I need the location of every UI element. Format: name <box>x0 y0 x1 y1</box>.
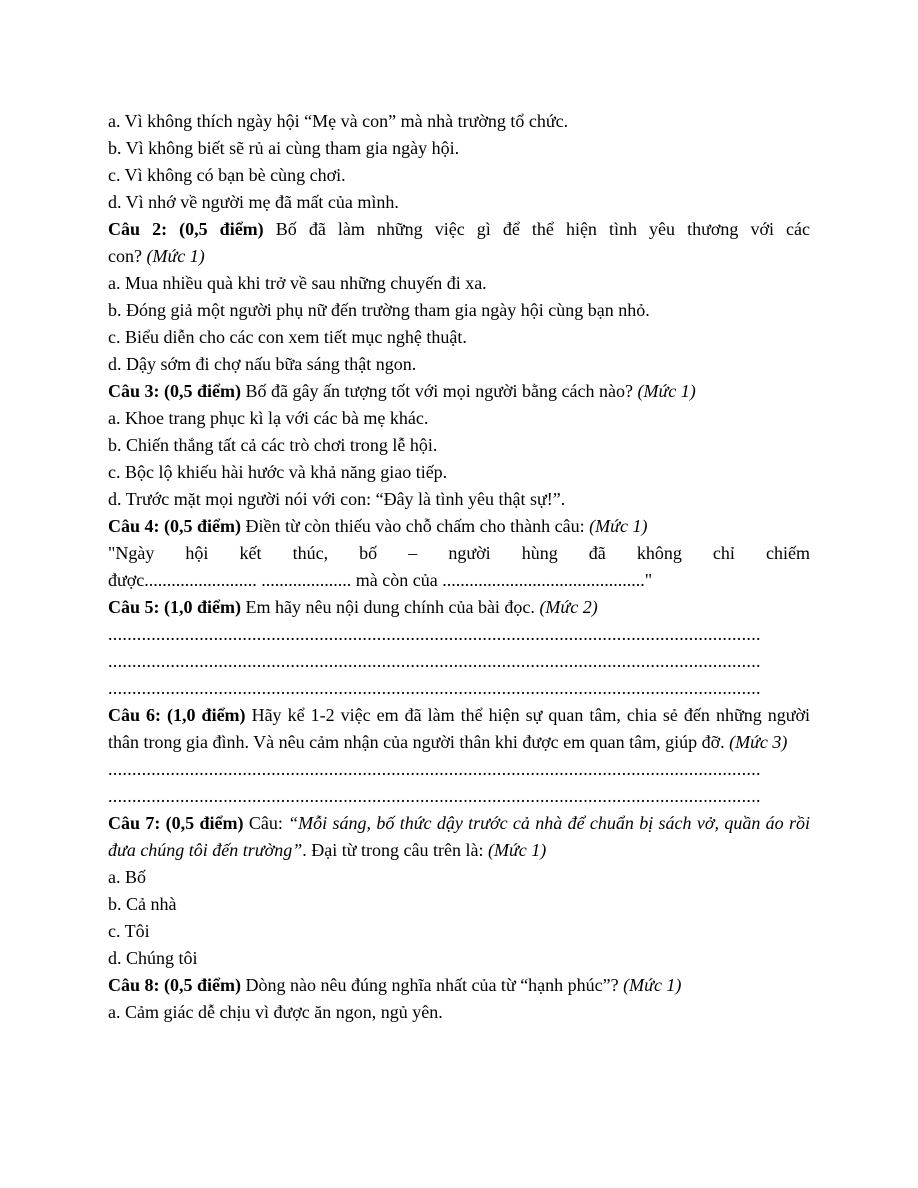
q6-level: (Mức 3) <box>729 732 788 752</box>
q7-suffix: . Đại từ trong câu trên là: <box>302 840 488 860</box>
q5-answer-line[interactable]: ........................................................................................................................................ <box>108 624 761 644</box>
q4-label: Câu 4: (0,5 điểm) <box>108 516 241 536</box>
q7-question <box>108 810 810 864</box>
q2-question-line1 <box>108 216 810 243</box>
q4-fill-line1: "Ngày hội kết thúc, bố – người hùng đã không chỉ chiếm <box>108 543 810 563</box>
q5-question <box>108 594 810 621</box>
q1-option-d: d. Vì nhớ về người mẹ đã mất của mình. <box>108 192 399 212</box>
q2-option-c: c. Biểu diễn cho các con xem tiết mục nghệ thuật. <box>108 327 467 347</box>
q5-answer-line[interactable]: ........................................................................................................................................ <box>108 678 761 698</box>
q6-answer-line[interactable]: ........................................................................................................................................ <box>108 786 761 806</box>
q4-fill-line2: được......................... .................... mà còn của ............................................." <box>108 570 653 590</box>
q2-question-line2 <box>108 243 810 270</box>
q8-text: Dòng nào nêu đúng nghĩa nhất của từ “hạnh phúc”? <box>241 975 624 995</box>
q2-text-line1: Bố đã làm những việc gì để thể hiện tình yêu thương với các <box>263 219 810 239</box>
q5-text: Em hãy nêu nội dung chính của bài đọc. <box>241 597 540 617</box>
q7-quote: “Mỗi sáng, bố thức dậy trước cả nhà để chuẩn bị sách vở, quần áo rồi đưa chúng tôi đến trường” <box>108 813 810 860</box>
q3-level: (Mức 1) <box>637 381 696 401</box>
q1-option-b: b. Vì không biết sẽ rủ ai cùng tham gia ngày hội. <box>108 138 460 158</box>
q2-option-b: b. Đóng giả một người phụ nữ đến trường tham gia ngày hội cùng bạn nhỏ. <box>108 300 650 320</box>
q1-option-a: a. Vì không thích ngày hội “Mẹ và con” mà nhà trường tổ chức. <box>108 111 569 131</box>
q2-text-line2: con? <box>108 246 147 266</box>
q8-label: Câu 8: (0,5 điểm) <box>108 975 241 995</box>
q6-label: Câu 6: (1,0 điểm) <box>108 705 246 725</box>
q3-question <box>108 378 810 405</box>
q7-option-a: a. Bố <box>108 867 146 887</box>
q6-text: Hãy kể 1-2 việc em đã làm thể hiện sự quan tâm, chia sẻ đến những người thân trong gia đình. Và nêu cảm nhận của người thân khi được em quan tâm, giúp đỡ. <box>108 705 810 752</box>
q5-answer-line[interactable]: ........................................................................................................................................ <box>108 651 761 671</box>
q7-level: (Mức 1) <box>487 840 547 860</box>
q4-level: (Mức 1) <box>589 516 648 536</box>
q1-option-c: c. Vì không có bạn bè cùng chơi. <box>108 165 346 185</box>
q8-question <box>108 972 810 999</box>
q2-option-a: a. Mua nhiều quà khi trở về sau những chuyến đi xa. <box>108 273 487 293</box>
q4-question <box>108 513 810 540</box>
q6-question <box>108 702 810 756</box>
q7-option-d: d. Chúng tôi <box>108 948 198 968</box>
q6-answer-line[interactable]: ........................................................................................................................................ <box>108 759 761 779</box>
q7-option-c: c. Tôi <box>108 921 150 941</box>
q7-prefix: Câu: <box>243 813 289 833</box>
q2-option-d: d. Dậy sớm đi chợ nấu bữa sáng thật ngon. <box>108 354 417 374</box>
q8-level: (Mức 1) <box>623 975 682 995</box>
q2-label: Câu 2: (0,5 điểm) <box>108 219 264 239</box>
q3-option-c: c. Bộc lộ khiếu hài hước và khả năng giao tiếp. <box>108 462 448 482</box>
q5-level: (Mức 2) <box>539 597 598 617</box>
q3-label: Câu 3: (0,5 điểm) <box>108 381 241 401</box>
q3-option-b: b. Chiến thắng tất cả các trò chơi trong lễ hội. <box>108 435 438 455</box>
q8-option-a: a. Cảm giác dễ chịu vì được ăn ngon, ngủ yên. <box>108 1002 443 1022</box>
q7-label: Câu 7: (0,5 điểm) <box>108 813 244 833</box>
page-content <box>108 108 810 1026</box>
q3-option-a: a. Khoe trang phục kì lạ với các bà mẹ khác. <box>108 408 429 428</box>
q5-label: Câu 5: (1,0 điểm) <box>108 597 241 617</box>
q2-level: (Mức 1) <box>146 246 205 266</box>
q4-text: Điền từ còn thiếu vào chỗ chấm cho thành câu: <box>241 516 590 536</box>
q3-option-d: d. Trước mặt mọi người nói với con: “Đây là tình yêu thật sự!”. <box>108 489 566 509</box>
q3-text: Bố đã gây ấn tượng tốt với mọi người bằng cách nào? <box>241 381 638 401</box>
q7-option-b: b. Cả nhà <box>108 894 177 914</box>
